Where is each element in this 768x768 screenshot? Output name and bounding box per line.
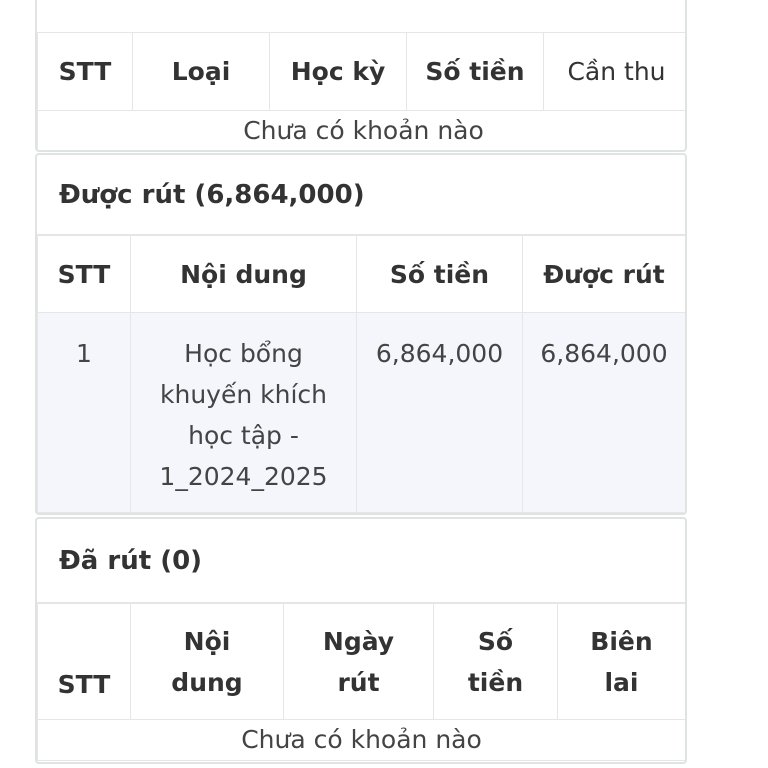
table-header-row <box>38 33 688 111</box>
card-header-cut <box>37 0 685 32</box>
col-header-noi-dung: Nội dung <box>131 604 284 720</box>
table-row <box>38 313 686 513</box>
col-header-can-thu: Cần thu <box>544 33 688 111</box>
col-header-so-tien: Số tiền <box>434 604 558 720</box>
col-header-bien-lai: Biên lai <box>558 604 686 720</box>
col-header-noi-dung: Nội dung <box>131 236 357 313</box>
col-header-hoc-ky: Học kỳ <box>270 33 407 111</box>
fees-card <box>35 0 687 152</box>
withdrawable-table <box>37 235 686 513</box>
table-header-row <box>38 236 686 313</box>
card-title: Đã rút (0) <box>37 519 685 603</box>
card-title: Được rút (6,864,000) <box>37 155 685 235</box>
empty-message: Chưa có khoản nào <box>38 111 688 152</box>
col-header-duoc-rut: Được rút <box>523 236 686 313</box>
empty-message: Chưa có khoản nào <box>38 720 686 761</box>
withdrawn-card <box>35 517 687 764</box>
col-header-so-tien: Số tiền <box>407 33 544 111</box>
fees-table <box>37 32 687 152</box>
col-header-so-tien: Số tiền <box>357 236 523 313</box>
cell-noi-dung: Học bổng khuyến khích học tập - 1_2024_2025 <box>131 313 357 513</box>
col-header-stt: STT <box>38 33 133 111</box>
cell-stt: 1 <box>38 313 131 513</box>
cell-so-tien: 6,864,000 <box>357 313 523 513</box>
col-header-ngay-rut: Ngày rút <box>284 604 434 720</box>
col-header-stt: STT <box>38 236 131 313</box>
table-header-row <box>38 604 686 720</box>
col-header-loai: Loại <box>133 33 270 111</box>
cell-duoc-rut: 6,864,000 <box>523 313 686 513</box>
withdrawable-card <box>35 153 687 515</box>
withdrawn-table <box>37 603 686 761</box>
col-header-stt: STT <box>38 604 131 720</box>
